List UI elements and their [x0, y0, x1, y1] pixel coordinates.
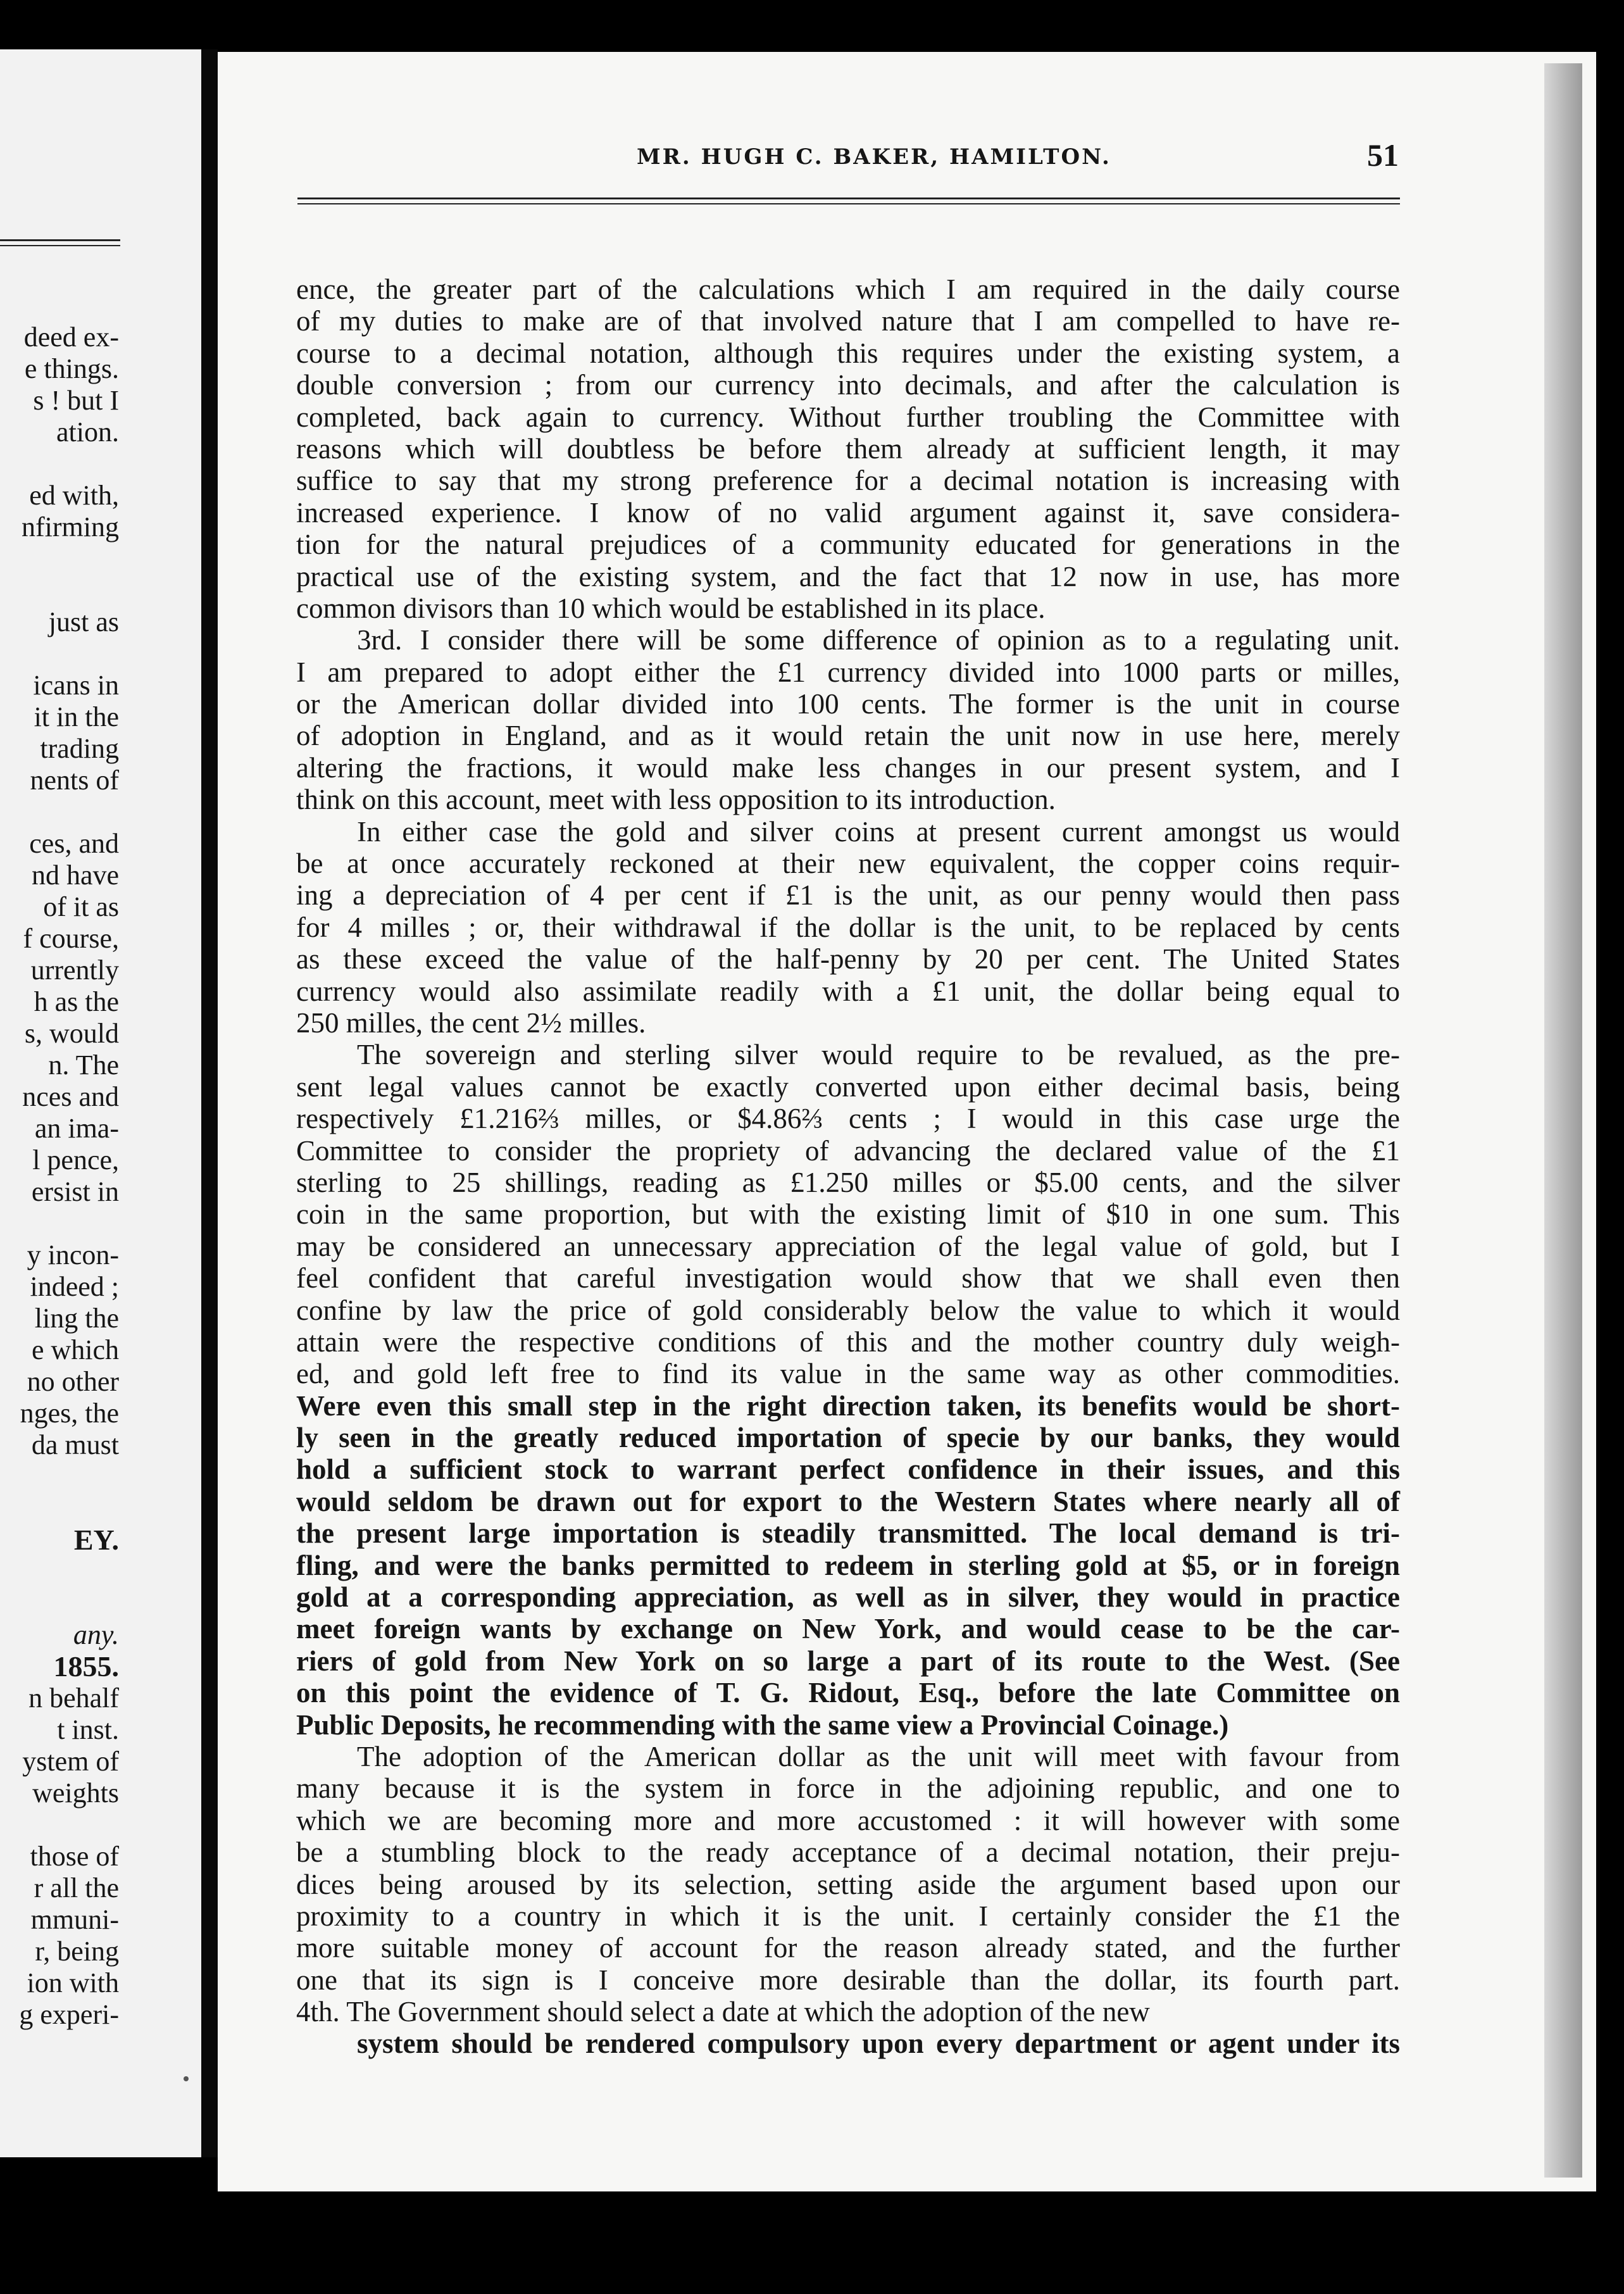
text-line: Public Deposits, he recommending with the same view a Provincial Coinage.): [296, 1708, 1229, 1741]
text-line: one that its sign is I conceive more desirable than the dollar, its fourth part.: [296, 1964, 1400, 1996]
facing-page-line: ed with,: [29, 480, 119, 511]
facing-page-line: f course,: [23, 923, 119, 954]
text-line: respectively £1.216⅔ milles, or $4.86⅔ cents ; I would in this case urge the: [296, 1103, 1400, 1135]
text-line: be at once accurately reckoned at their new equivalent, the copper coins requir-: [296, 848, 1400, 880]
text-line: of my duties to make are of that involved nature that I am compelled to have re-: [296, 305, 1400, 337]
text-line: would seldom be drawn out for export to the Western States where nearly all of: [296, 1485, 1400, 1517]
text-line: dices being aroused by its selection, setting aside the argument based upon our: [296, 1868, 1400, 1900]
text-line: 3rd. I consider there will be some difference of opinion as to a regulating unit.: [357, 624, 1400, 656]
text-line: meet foreign wants by exchange on New York, and would cease to be the car-: [296, 1613, 1400, 1645]
facing-page-line: ersist in: [31, 1176, 119, 1207]
facing-page-line: ion with: [27, 1967, 119, 1998]
text-line: In either case the gold and silver coins at present current amongst us would: [357, 815, 1400, 848]
facing-page-line: EY.: [73, 1524, 119, 1556]
text-line: attain were the respective conditions of this and the mother country duly weigh-: [296, 1326, 1400, 1358]
text-line: tion for the natural prejudices of a community educated for generations in the: [296, 529, 1400, 561]
facing-page-line: [19, 796, 119, 828]
facing-page-line: nfirming: [22, 511, 119, 542]
text-line: as these exceed the value of the half-penny by 20 per cent. The United States: [296, 943, 1400, 975]
text-line: course to a decimal notation, although this requires under the existing system, a: [296, 337, 1400, 369]
header-rule: [297, 197, 1400, 204]
facing-page-line: weights: [32, 1777, 119, 1808]
text-line: many because it is the system in force in the adjoining republic, and one to: [296, 1772, 1400, 1805]
facing-page-line: [19, 1809, 119, 1841]
facing-page-line: an ima-: [34, 1113, 119, 1144]
text-line: fling, and were the banks permitted to redeem in sterling gold at $5, or in foreign: [296, 1549, 1400, 1581]
facing-page-line: nents of: [30, 765, 119, 796]
running-header: MR. HUGH C. BAKER, HAMILTON.: [637, 144, 1111, 170]
text-line: ly seen in the greatly reduced importation of specie by our banks, they would: [296, 1422, 1400, 1454]
text-line: common divisors than 10 which would be established in its place.: [296, 592, 1046, 624]
facing-page-line: [19, 1588, 119, 1619]
facing-page-line: of it as: [43, 891, 119, 922]
page-edge: [1544, 63, 1582, 2178]
facing-page-line: [19, 1493, 119, 1524]
text-line: 250 milles, the cent 2½ milles.: [296, 1006, 646, 1039]
text-line: or the American dollar divided into 100 cents. The former is the unit in course: [296, 688, 1400, 720]
facing-page-line: [19, 638, 119, 670]
facing-page-line: ces, and: [29, 828, 119, 859]
facing-page-line: [19, 448, 119, 480]
text-line: coin in the same proportion, but with the existing limit of $10 in one sum. This: [296, 1198, 1400, 1231]
text-line: currency would also assimilate readily with a £1 unit, the dollar being equal to: [296, 975, 1400, 1007]
facing-page-line: it in the: [34, 701, 119, 732]
book-gutter: [201, 49, 218, 2157]
facing-page-line: nd have: [31, 860, 119, 891]
text-line: ed, and gold left free to find its value in the same way as other commodities.: [296, 1358, 1400, 1390]
text-line: Committee to consider the propriety of advancing the declared value of the £1: [296, 1134, 1400, 1167]
text-line: riers of gold from New York on so large a part of its route to the West. (See: [296, 1645, 1400, 1677]
facing-page-line: [19, 1461, 119, 1493]
facing-page-line: deed ex-: [23, 322, 119, 353]
facing-page-line: nces and: [22, 1081, 119, 1112]
text-line: which we are becoming more and more accustomed : it will however with some: [296, 1804, 1400, 1836]
text-line: hold a sufficient stock to warrant perfect confidence in their issues, and this: [296, 1453, 1400, 1486]
text-line: for 4 milles ; or, their withdrawal if the dollar is the unit, to be replaced by cents: [296, 911, 1400, 943]
facing-page-line: r, being: [35, 1936, 119, 1967]
facing-page-line: e which: [31, 1334, 119, 1365]
facing-page-line: [19, 1208, 119, 1239]
text-line: think on this account, meet with less opposition to its introduction.: [296, 784, 1056, 816]
text-line: The sovereign and sterling silver would require to be revalued, as the pre-: [357, 1039, 1400, 1071]
facing-page-line: any.: [73, 1619, 119, 1650]
facing-page-line: those of: [30, 1841, 119, 1872]
text-line: feel confident that careful investigation would show that we shall even then: [296, 1262, 1400, 1294]
facing-page-line: just as: [48, 606, 119, 637]
facing-page-line: nges, the: [20, 1398, 119, 1429]
facing-page-line: trading: [40, 733, 119, 764]
text-line: system should be rendered compulsory upon every department or agent under its: [357, 2028, 1400, 2060]
facing-page-line: n behalf: [28, 1683, 119, 1714]
text-line: confine by law the price of gold considerably below the value to which it would: [296, 1294, 1400, 1326]
text-line: completed, back again to currency. Without further troubling the Committee with: [296, 401, 1400, 433]
text-line: The adoption of the American dollar as the unit will meet with favour from: [357, 1740, 1400, 1772]
text-line: ing a depreciation of 4 per cent if £1 is the unit, as our penny would then pass: [296, 879, 1400, 912]
facing-page-line: no other: [27, 1366, 119, 1397]
text-line: more suitable money of account for the reason already stated, and the further: [296, 1932, 1400, 1964]
facing-page-line: ling the: [34, 1303, 119, 1334]
facing-page-line: y incon-: [27, 1239, 119, 1270]
facing-page-line: h as the: [34, 986, 119, 1017]
text-line: I am prepared to adopt either the £1 currency divided into 1000 parts or milles,: [296, 656, 1400, 688]
facing-page-line: [19, 1556, 119, 1588]
facing-page-line: [19, 575, 119, 606]
text-line: Were even this small step in the right direction taken, its benefits would be short-: [296, 1389, 1400, 1422]
text-line: sent legal values cannot be exactly converted upon either decimal basis, being: [296, 1070, 1400, 1103]
text-line: altering the fractions, it would make less changes in our present system, and I: [296, 751, 1400, 784]
facing-page-text: [19, 322, 119, 2031]
text-line: double conversion ; from our currency into decimals, and after the calculation is: [296, 369, 1400, 401]
text-line: on this point the evidence of T. G. Ridout, Esq., before the late Committee on: [296, 1677, 1400, 1709]
body-text: [296, 273, 1400, 2060]
margin-speck: [184, 2076, 189, 2081]
facing-page-line: n. The: [48, 1050, 119, 1081]
text-line: sterling to 25 shillings, reading as £1.250 milles or $5.00 cents, and the silver: [296, 1166, 1400, 1198]
facing-page-line: mmuni-: [30, 1904, 119, 1935]
facing-page-line: urrently: [30, 955, 119, 986]
facing-page-rule: [0, 239, 120, 246]
facing-page-line: s ! but I: [33, 385, 119, 416]
text-line: reasons which will doubtless be before them already at sufficient length, it may: [296, 432, 1400, 465]
text-line: be a stumbling block to the ready acceptance of a decimal notation, their preju-: [296, 1836, 1400, 1869]
text-line: suffice to say that my strong preference for a decimal notation is increasing with: [296, 465, 1400, 497]
facing-page-line: da must: [31, 1429, 119, 1460]
facing-page-line: ystem of: [22, 1746, 119, 1777]
facing-page-line: t inst.: [57, 1714, 119, 1745]
text-line: of adoption in England, and as it would retain the unit now in use here, merely: [296, 720, 1400, 752]
text-line: gold at a corresponding appreciation, as well as in silver, they would in practice: [296, 1581, 1400, 1614]
facing-page-line: icans in: [33, 670, 119, 701]
facing-page-line: l pence,: [32, 1144, 119, 1175]
facing-page-line: 1855.: [53, 1650, 119, 1683]
facing-page-line: g experi-: [19, 1999, 119, 2030]
text-line: ence, the greater part of the calculations which I am required in the daily course: [296, 273, 1400, 305]
page-number: 51: [1367, 137, 1399, 173]
text-line: may be considered an unnecessary appreciation of the legal value of gold, but I: [296, 1230, 1400, 1262]
text-line: increased experience. I know of no valid argument against it, save considera-: [296, 496, 1400, 529]
facing-page-line: indeed ;: [30, 1271, 119, 1302]
facing-page-line: r all the: [34, 1872, 119, 1903]
facing-page-line: [19, 543, 119, 575]
facing-page-line: e things.: [24, 353, 119, 384]
text-line: practical use of the existing system, and the fact that 12 now in use, has more: [296, 560, 1400, 592]
text-line: the present large importation is steadily transmitted. The local demand is tri-: [296, 1517, 1400, 1550]
text-line: 4th. The Government should select a date at which the adoption of the new: [296, 1996, 1150, 2028]
facing-page-line: s, would: [24, 1018, 119, 1049]
facing-page-line: ation.: [56, 417, 119, 448]
facing-page-fragment: [0, 49, 201, 2157]
text-line: proximity to a country in which it is the unit. I certainly consider the £1 the: [296, 1900, 1400, 1932]
